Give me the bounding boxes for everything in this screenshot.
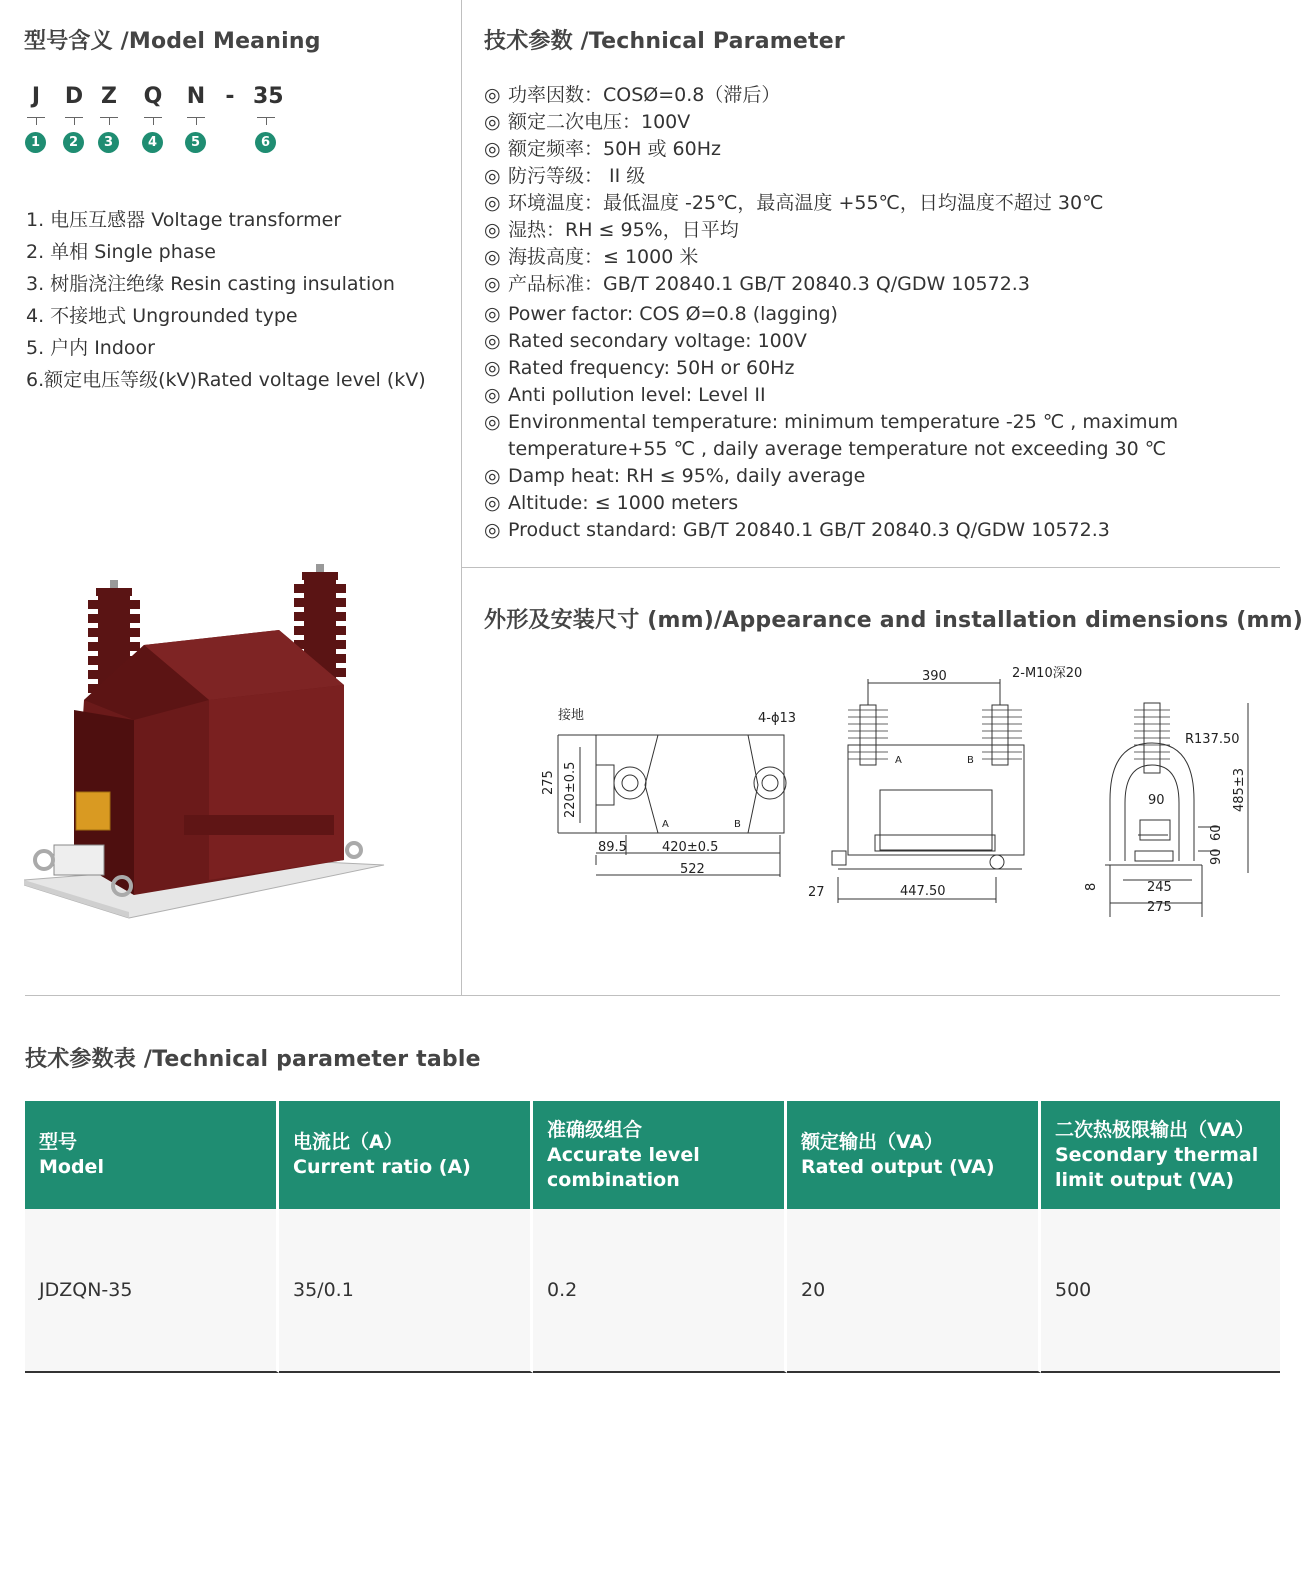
code-number: 2 (63, 132, 84, 153)
meaning-item: 6.额定电压等级(kV)Rated voltage level (kV) (26, 369, 426, 391)
drawing-label: 390 (922, 669, 947, 684)
drawing-label: 447.50 (900, 884, 946, 899)
drawing-label: 接地 (558, 708, 585, 723)
param-item: ◎ 额定二次电压：100V (484, 111, 691, 133)
drawing-label: 89.5 (598, 840, 627, 855)
code-number: 4 (142, 132, 163, 153)
model-code (24, 84, 304, 160)
param-item: ◎ Environmental temperature: minimum temperature -25 ℃ , maximum temperature+55 ℃ , daily average temperature not exceeding 30 ℃ (484, 411, 1179, 460)
code-number: 1 (25, 132, 46, 153)
drawing-label: 4-ϕ13 (758, 711, 797, 726)
drawing-label: 90 (1209, 848, 1224, 865)
param-item: ◎ 额定频率：50H 或 60Hz (484, 138, 721, 160)
param-item: ◎ 海拔高度：≤ 1000 米 (484, 246, 699, 268)
table-cell: JDZQN-35 (25, 1209, 279, 1373)
technical-parameter-title: 技术参数 /Technical Parameter (484, 29, 845, 54)
dimensions-title: 外形及安装尺寸 (mm)/Appearance and installation dimensions (mm) (484, 608, 1304, 633)
technical-parameter-list (484, 82, 1284, 544)
code-letter: D (64, 84, 84, 109)
table-cell: 35/0.1 (279, 1209, 533, 1373)
drawing-label: 275 (541, 770, 556, 795)
param-item: ◎ 功率因数：COSØ=0.8（滞后） (484, 84, 781, 106)
column-header: 电流比（A） Current ratio (A) (279, 1101, 533, 1209)
param-item: ◎ Altitude: ≤ 1000 meters (484, 492, 739, 514)
code-letter: J (31, 84, 41, 109)
meaning-item: 4. 不接地式 Ungrounded type (26, 305, 298, 327)
dimension-drawing (530, 655, 1260, 930)
section-divider (462, 567, 1280, 568)
param-item: ◎ Anti pollution level: Level II (484, 384, 766, 406)
drawing-label: 245 (1147, 880, 1172, 895)
drawing-label: 420±0.5 (662, 840, 719, 855)
param-item: ◎ 防污等级： II 级 (484, 165, 646, 187)
column-header: 二次热极限输出（VA） Secondary thermal limit output (VA) (1041, 1101, 1280, 1209)
column-header: 额定输出（VA） Rated output (VA) (787, 1101, 1041, 1209)
code-number: 5 (185, 132, 206, 153)
table-cell: 20 (787, 1209, 1041, 1373)
vertical-divider (461, 0, 462, 996)
param-item: ◎ 环境温度：最低温度 -25℃，最高温度 +55℃，日均温度不超过 30℃ (484, 192, 1104, 214)
code-letter: Z (101, 84, 117, 109)
drawing-label: B (734, 819, 741, 830)
table-cell: 0.2 (533, 1209, 787, 1373)
param-item: ◎ 产品标准：GB/T 20840.1 GB/T 20840.3 Q/GDW 10572.3 (484, 273, 1030, 295)
drawing-label: A (662, 819, 669, 830)
parameter-table (25, 1101, 1280, 1373)
meaning-item: 2. 单相 Single phase (26, 241, 216, 263)
param-item: ◎ Power factor: COS Ø=0.8 (lagging) (484, 303, 838, 325)
param-item: ◎ Rated frequency: 50H or 60Hz (484, 357, 795, 379)
param-item: ◎ Rated secondary voltage: 100V (484, 330, 807, 352)
code-letter: N (186, 84, 206, 109)
drawing-label: 522 (680, 862, 705, 877)
drawing-label: 90 (1148, 793, 1165, 808)
parameter-table-title: 技术参数表 /Technical parameter table (25, 1047, 481, 1072)
meaning-item: 5. 户内 Indoor (26, 337, 155, 359)
section-divider (25, 995, 1280, 996)
drawing-label: B (967, 755, 974, 766)
param-item: ◎ 湿热：RH ≤ 95%，日平均 (484, 219, 739, 241)
drawing-label: 2-M10深20 (1012, 666, 1083, 681)
drawing-label: 60 (1209, 824, 1224, 841)
drawing-label: A (895, 755, 902, 766)
code-letter: 35 (253, 84, 284, 109)
model-meaning-title: 型号含义 /Model Meaning (24, 29, 321, 54)
drawing-label: 8 (1084, 882, 1099, 891)
code-number: 6 (255, 132, 276, 153)
meaning-item: 3. 树脂浇注绝缘 Resin casting insulation (26, 273, 395, 295)
meaning-item: 1. 电压互感器 Voltage transformer (26, 209, 342, 231)
code-letter: - (225, 84, 235, 109)
code-number: 3 (98, 132, 119, 153)
model-meaning-list (26, 204, 426, 396)
drawing-label: R137.50 (1185, 732, 1240, 747)
drawing-label: 27 (808, 885, 825, 900)
code-letter: Q (143, 84, 163, 109)
column-header: 型号 Model (25, 1101, 279, 1209)
table-header-row (25, 1101, 1280, 1209)
product-image (24, 560, 394, 920)
param-item: ◎ Damp heat: RH ≤ 95%, daily average (484, 465, 866, 487)
param-item: ◎ Product standard: GB/T 20840.1 GB/T 20840.3 Q/GDW 10572.3 (484, 519, 1110, 541)
drawing-label: 485±3 (1232, 768, 1247, 812)
drawing-label: 220±0.5 (563, 761, 578, 818)
table-row (25, 1209, 1280, 1373)
table-cell: 500 (1041, 1209, 1280, 1373)
column-header: 准确级组合 Accurate level combination (533, 1101, 787, 1209)
drawing-label: 275 (1147, 900, 1172, 915)
